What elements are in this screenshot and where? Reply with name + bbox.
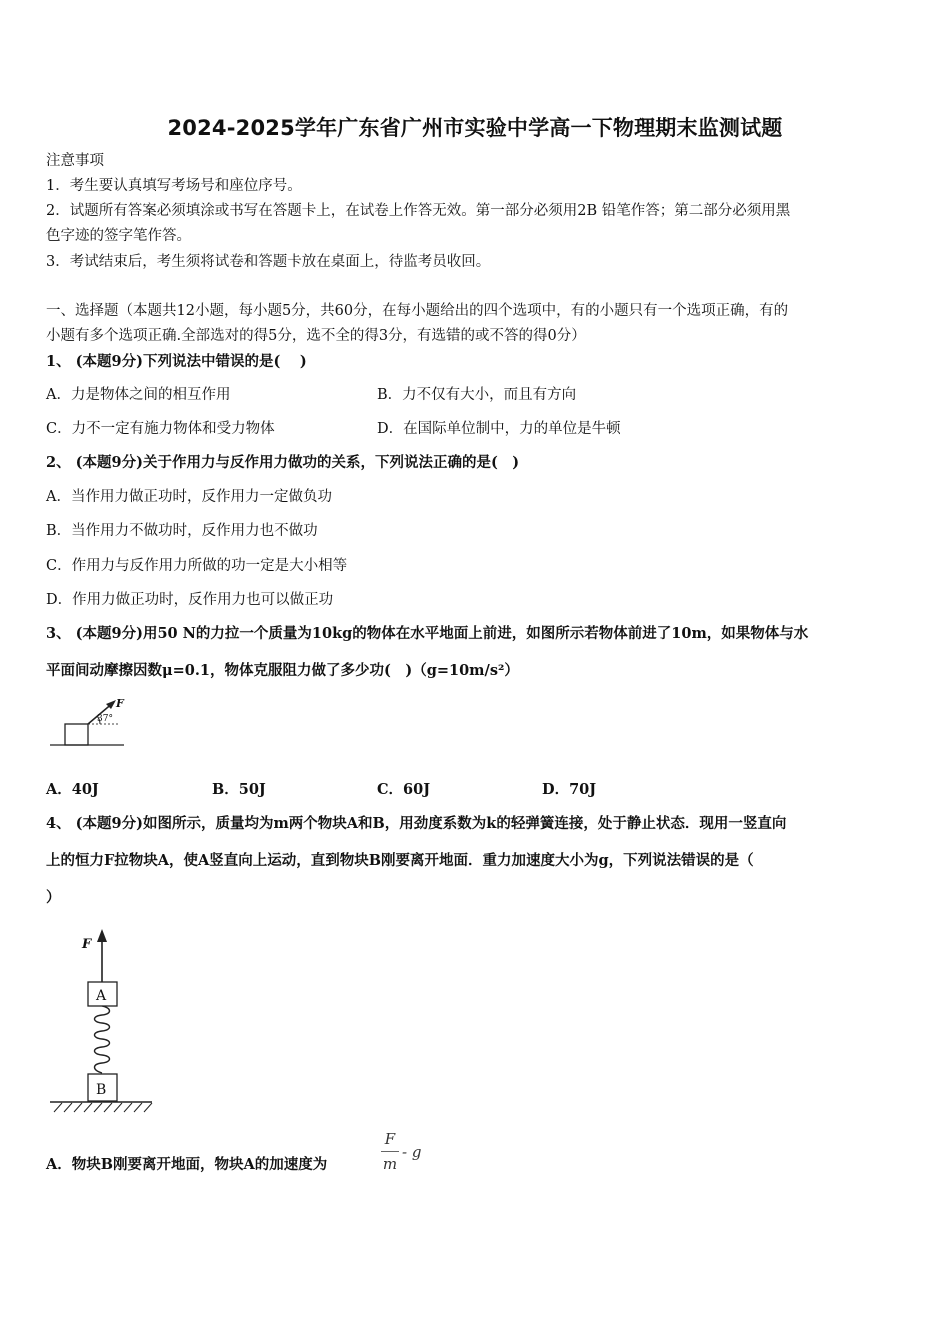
arrow-head-icon (97, 929, 107, 942)
q2-option-a: A．当作用力做正功时，反作用力一定做负功 (46, 489, 332, 505)
page-title: 2024-2025学年广东省广州市实验中学高一下物理期末监测试题 (167, 116, 783, 140)
fraction-bar (381, 1151, 399, 1152)
angle-label: 37° (97, 714, 113, 724)
q3-figure-block-pull (46, 694, 128, 750)
formula-numerator: F (384, 1130, 396, 1148)
q2-option-b: B．当作用力不做功时，反作用力也不做功 (46, 523, 318, 539)
section-heading-line1: 一、选择题（本题共12小题，每小题5分，共60分，在每小题给出的四个选项中，有的小题只有一个选项正确，有的 (46, 303, 789, 319)
q3-stem-line1: 3、 (本题9分)用50 N的力拉一个质量为10kg的物体在水平地面上前进，如图所示若物体前进了10m，如果物体与水 (46, 625, 809, 642)
q3-stem-line2: 平面间动摩擦因数μ=0.1，物体克服阻力做了多少功( )（g=10m/s²） (46, 662, 519, 679)
force-label: F (82, 937, 92, 952)
q3-option-c: C．60J (377, 781, 431, 798)
q1-option-a: A．力是物体之间的相互作用 (46, 387, 231, 403)
q4-stem-line2: 上的恒力F拉物块A，使A竖直向上运动，直到物块B刚要离开地面．重力加速度大小为g，下列说法错误的是（ (46, 852, 754, 869)
q3-option-a: A．40J (46, 781, 99, 798)
force-label: F (116, 697, 124, 710)
q2-option-c: C．作用力与反作用力所做的功一定是大小相等 (46, 558, 348, 574)
block-b-label: B (96, 1082, 107, 1098)
q3-option-b: B．50J (212, 781, 266, 798)
section-heading-line2: 小题有多个选项正确.全部选对的得5分，选不全的得3分，有选错的或不答的得0分） (46, 328, 586, 344)
notice-item-3: 3．考试结束后，考生须将试卷和答题卡放在桌面上，待监考员收回。 (46, 254, 491, 270)
q4-stem-line3: ） (46, 889, 61, 906)
q3-option-d: D．70J (542, 781, 597, 798)
formula-denominator: m (382, 1155, 398, 1173)
q1-option-b: B．力不仅有大小，而且有方向 (377, 387, 577, 403)
notice-heading: 注意事项 (46, 153, 104, 169)
q1-option-c: C．力不一定有施力物体和受力物体 (46, 421, 275, 437)
q4-stem-line1: 4、 (本题9分)如图所示，质量均为m两个物块A和B，用劲度系数为k的轻弹簧连接，处于静止状态．现用一竖直向 (46, 815, 787, 832)
q2-stem: 2、 (本题9分)关于作用力与反作用力做功的关系，下列说法正确的是( ) (46, 454, 520, 471)
q1-stem: 1、 (本题9分)下列说法中错误的是( ) (46, 353, 307, 370)
ground-hatch (54, 1103, 152, 1112)
q4-figure-spring-blocks (46, 926, 156, 1120)
notice-item-2-cont: 色字迹的签字笔作答。 (46, 228, 191, 244)
notice-item-2: 2．试题所有答案必须填涂或书写在答题卡上，在试卷上作答无效。第一部分必须用2B 铅笔作答；第二部分必须用黑 (46, 203, 791, 219)
q1-option-d: D．在国际单位制中，力的单位是牛顿 (377, 421, 621, 437)
formula-suffix: - g (402, 1143, 422, 1161)
notice-item-1: 1．考生要认真填写考场号和座位序号。 (46, 178, 302, 194)
block (65, 724, 88, 745)
block-a-label: A (96, 988, 107, 1004)
q4-option-a: A．物块B刚要离开地面，物块A的加速度为 (46, 1156, 328, 1173)
q2-option-d: D．作用力做正功时，反作用力也可以做正功 (46, 592, 334, 608)
spring (95, 1006, 110, 1073)
